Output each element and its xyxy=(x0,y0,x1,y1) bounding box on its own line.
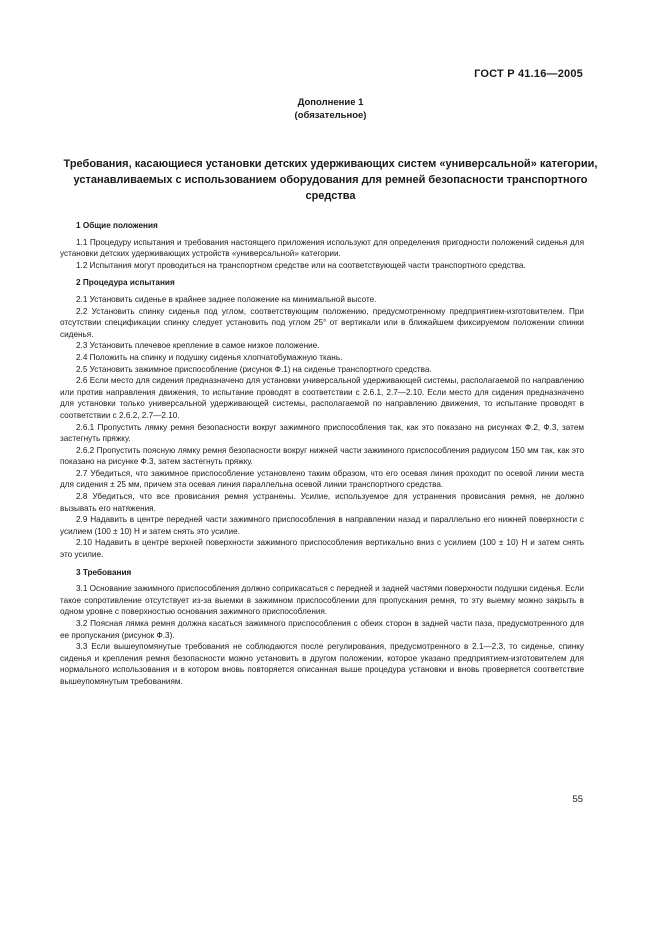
paragraph: 2.5 Установить зажимное приспособление (рисунок Ф.1) на сиденье транспортного средства. xyxy=(76,364,432,374)
paragraph: 1.2 Испытания могут проводиться на транспортном средстве или на соответствующей части транспортного средства. xyxy=(76,260,526,270)
paragraph: 2.6.2 Пропустить поясную лямку ремня безопасности вокруг нижней части зажимного приспособления радиусом 150 мм так, как это показано на рисунке Ф.3, затем застегнуть пряжку. xyxy=(60,445,584,467)
paragraph: 3.2 Поясная лямка ремня должна касаться зажимного приспособления с обеих сторон в задней части паза, предусмотренного для ее пропускания (рисунок Ф.3). xyxy=(60,619,584,640)
paragraph: 2.1 Установить сиденье в крайнее заднее положение на минимальной высоте. xyxy=(76,294,377,304)
appendix-title: Дополнение 1 xyxy=(297,97,364,108)
paragraph: 2.10 Надавить в центре верхней поверхности зажимного приспособления вертикально вниз с усилием (100 ± 10) Н и затем снять это усилие. xyxy=(60,538,584,560)
paragraph: 2.9 Надавить в центре передней части зажимного приспособления в направлении назад и параллельно его нижней поверхности с усилием (100 ± 10) Н и затем снять это усилие. xyxy=(60,515,584,536)
paragraph: 2.8 Убедиться, что все провисания ремня устранены. Усилие, используемое для устранения провисания ремня, не должно вызывать его натяжения. xyxy=(60,492,584,513)
paragraph: 2.2 Установить спинку сиденья под углом, соответствующим положению, предусмотренному предприятием-изготовителем. При отсутствии спецификации спинку следует установить под углом 25° от вертикали или в ближайшем фиксируемом положении спинки сиденья. xyxy=(60,306,584,339)
document-body xyxy=(60,220,584,688)
paragraph: 2.3 Установить плечевое крепление в самое низкое положение. xyxy=(76,341,320,351)
paragraph: 2.6 Если место для сидения предназначено для установки универсальной удерживающей системы, располагаемой по направлению или против направления движения, то испытание проводят в соответствии с 2.6.1, 2.7—2.10. Если место для сидения предназначено для установки только универсальной удерживающей системы, располагаемой по направлению движения, то испытание проводят в соответствии с 2.6.2, 2.7—2.10. xyxy=(60,376,584,420)
standard-code: ГОСТ Р 41.16—2005 xyxy=(474,68,583,80)
paragraph: 1.1 Процедуру испытания и требования настоящего приложения используют для определения пригодности положений сиденья для установки детских удерживающих устройств «универсальной» категории. xyxy=(60,237,584,259)
paragraph: 2.4 Положить на спинку и подушку сиденья хлопчатобумажную ткань. xyxy=(76,352,343,362)
paragraph: 3.1 Основание зажимного приспособления должно соприкасаться с передней и задней частями поверхности подушки сиденья. Если такое сопротивление отсутствует из-за выемки в зажимном приспособлении для пропускания ремня, то эту выемку можно закрыть в одном уровне с поверхностью основания зажимного приспособления. xyxy=(60,584,584,617)
paragraph: 2.7 Убедиться, что зажимное приспособление установлено таким образом, что его осевая линия проходит по осевой линии места для сидения ± 25 мм, причем эта осевая линия параллельна осевой линии транспортного средства. xyxy=(60,468,584,490)
section-heading: 2 Процедура испытания xyxy=(76,278,175,288)
appendix-status: (обязательное) xyxy=(294,110,367,121)
paragraph: 2.6.1 Пропустить лямку ремня безопасности вокруг зажимного приспособления так, как это показано на рисунках Ф.2, Ф.3, затем застегнуть пряжку. xyxy=(60,422,584,444)
document-title: Требования, касающиеся установки детских удерживающих систем «универсальной» категории, устанавливаемых с использованием оборудования для ремней безопасности транспортного средства xyxy=(63,158,598,202)
section-heading: 1 Общие положения xyxy=(76,221,158,230)
paragraph: 3.3 Если вышеупомянутые требования не соблюдаются после регулирования, предусмотренного в 2.1—2.3, то сиденье, спинку сиденья и крепления ремня безопасности можно установить в другом положении, которое указано предприятием-изготовителем для нормального использования и в котором вновь повторяется описанная выше процедура установки и вновь проверяется соответствие вышеупомянутым требованиям. xyxy=(60,642,584,686)
section-heading: 3 Требования xyxy=(76,567,132,577)
page-number: 55 xyxy=(572,794,583,805)
appendix-heading xyxy=(0,96,661,122)
